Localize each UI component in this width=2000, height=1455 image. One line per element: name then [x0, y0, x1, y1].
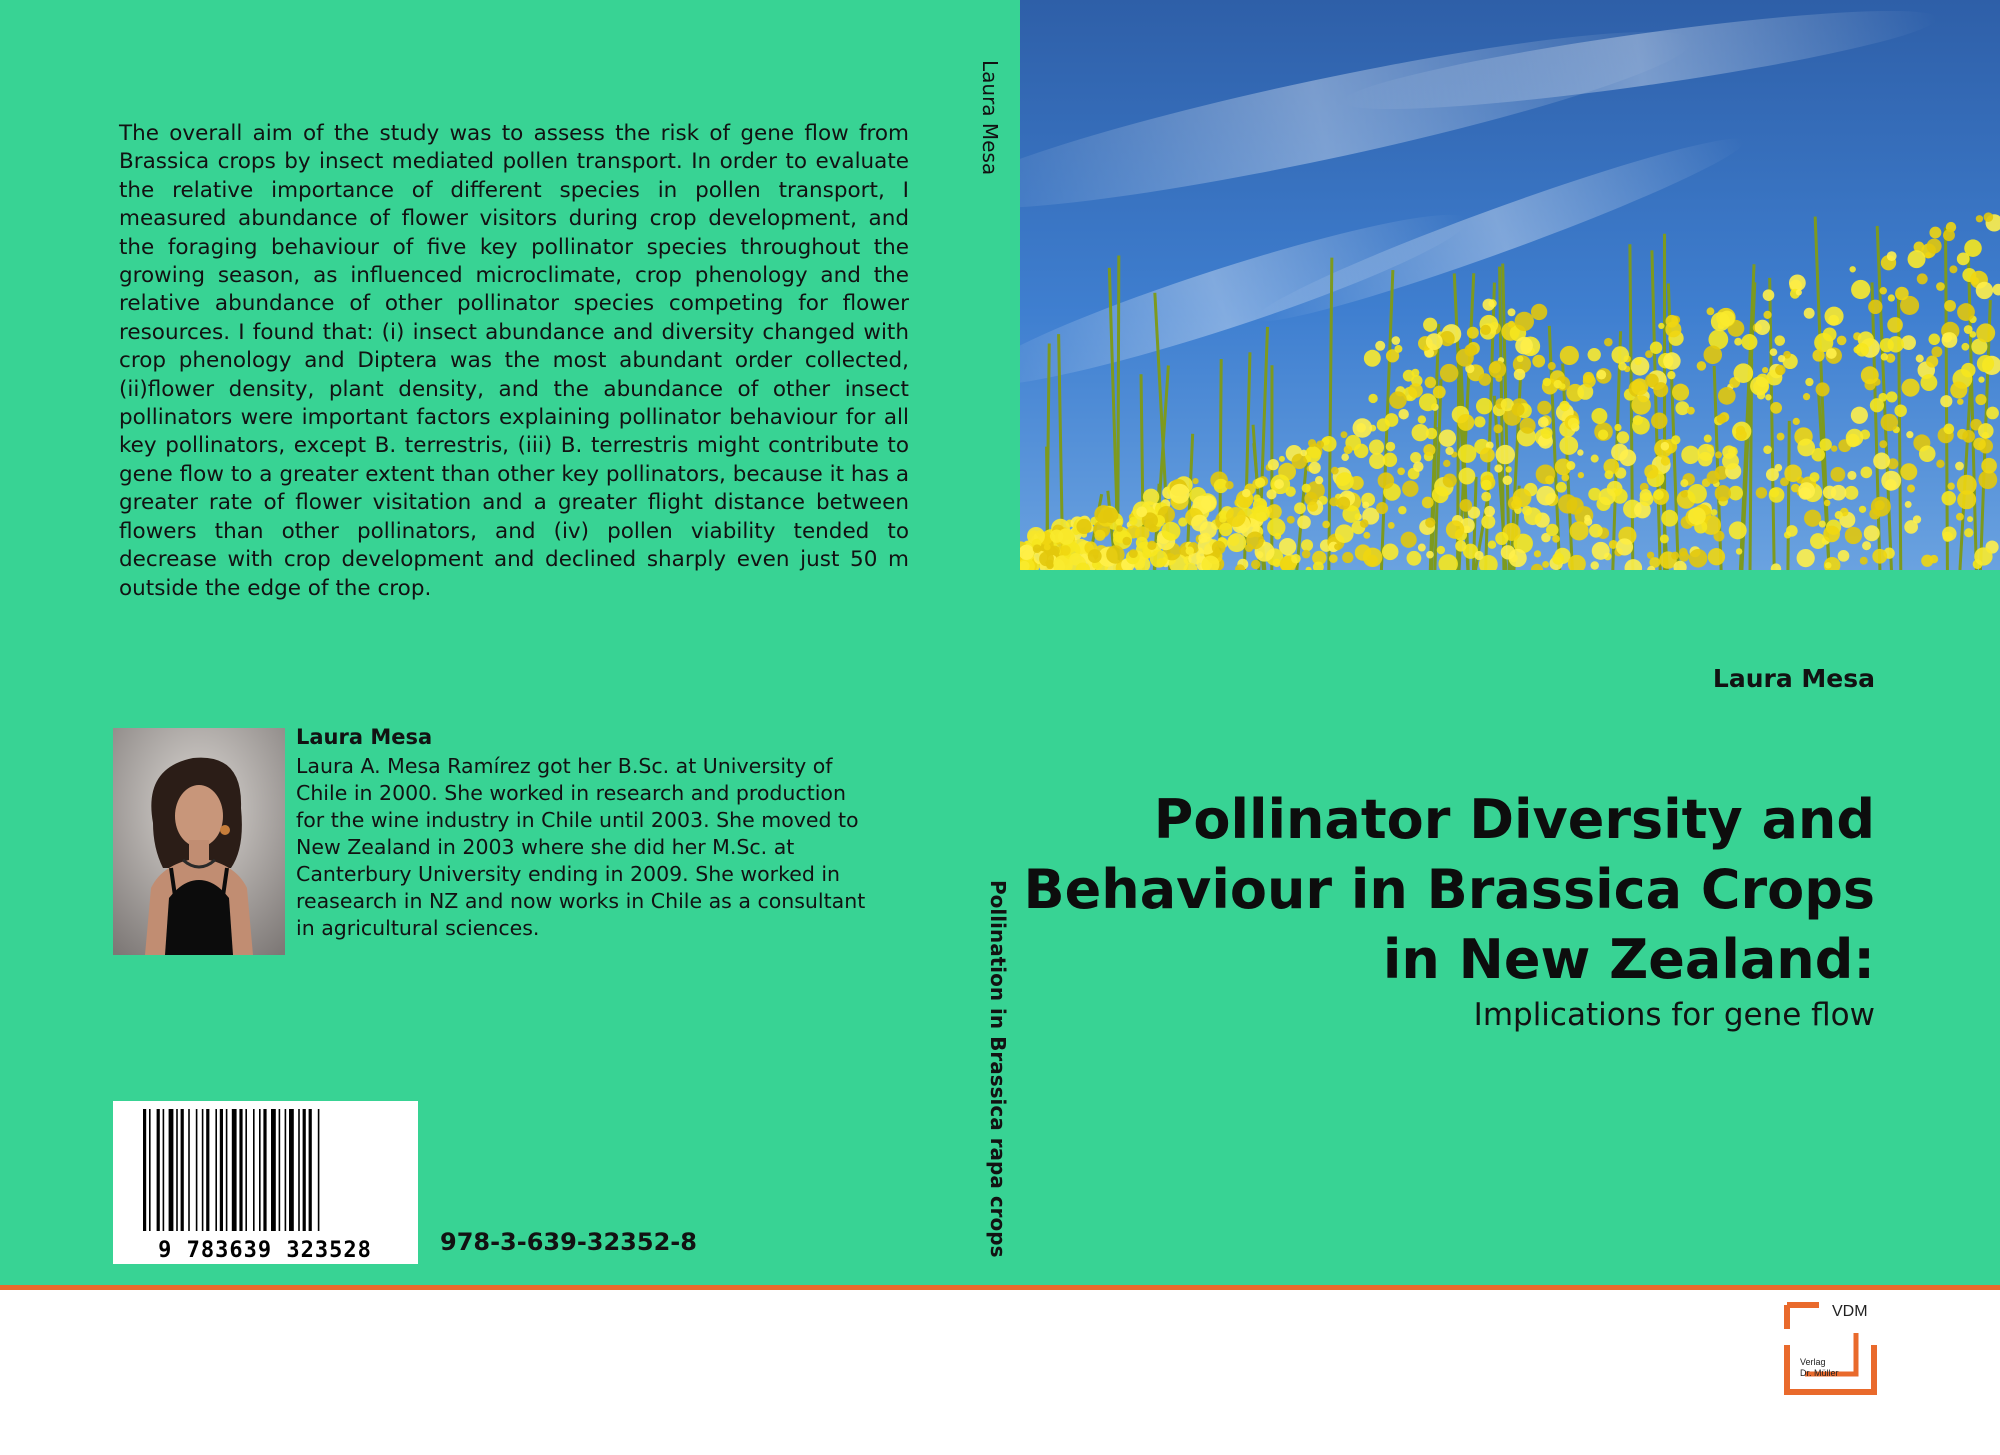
publisher-sub-line-2: Dr. Müller: [1800, 1368, 1839, 1378]
bio-text: Laura A. Mesa Ramírez got her B.Sc. at University of Chile in 2000. She worked in research and production for the wine industry in Chile until 2003. She moved to New Zealand in 2003 where she did her M.Sc. at Canterbury University ending in 2009. She worked in reasearch in NZ and now works in Chile as a consultant in agricultural sciences.: [296, 754, 866, 940]
barcode-bar: [259, 1109, 261, 1231]
barcode-bar: [303, 1109, 306, 1231]
barcode-bar: [202, 1109, 204, 1231]
orange-divider: [0, 1285, 2000, 1290]
barcode-bar: [226, 1109, 228, 1231]
front-title-line-1: Pollinator Diversity and: [1153, 788, 1875, 851]
barcode-bar: [239, 1109, 242, 1231]
barcode: [113, 1101, 418, 1264]
barcode-bar: [318, 1109, 320, 1231]
barcode-bar: [196, 1109, 198, 1231]
publisher-sub-line-1: Verlag: [1800, 1357, 1826, 1367]
front-title: [975, 785, 1875, 995]
barcode-bar: [157, 1109, 160, 1231]
author-photo: [113, 728, 285, 955]
barcode-bar: [143, 1109, 146, 1231]
barcode-bar: [285, 1109, 287, 1231]
barcode-bar: [289, 1109, 294, 1231]
publisher-subtext: [1800, 1357, 1860, 1379]
back-cover-blurb: The overall aim of the study was to assess the risk of gene flow from Brassica crops by insect mediated pollen transport. In order to evaluate the relative importance of different species in pollen transport, I measured abundance of flower visitors during crop development, and the foraging behaviour of five key pollinator species throughout the growing season, as influenced microclimate, crop phenology and the relative abundance of other pollinator species competing for flower resources. I found that: (i) insect abundance and diversity changed with crop phenology and Diptera was the most abundant order collected, (ii)flower density, plant density, and the abundance of other insect pollinators were important factors explaining pollinator behaviour for all key pollinators, except B. terrestris, (iii) B. terrestris might contribute to gene flow to a greater extent than other key pollinators, because it has a greater rate of flower visitation and a greater flight distance between flowers than other pollinators, and (iv) pollen viability tended to decrease with crop development and declined sharply even just 50 m outside the edge of the crop.: [119, 121, 909, 601]
barcode-digits: 9 783639 323528: [158, 1238, 372, 1263]
bio-author-name: Laura Mesa: [296, 725, 433, 749]
spine-author: Laura Mesa: [978, 60, 1002, 176]
front-author: Laura Mesa: [1712, 664, 1875, 693]
publisher-name: VDM: [1832, 1303, 1868, 1320]
barcode-bar: [176, 1109, 178, 1231]
isbn-number: 978-3-639-32352-8: [440, 1228, 697, 1256]
barcode-bar: [271, 1109, 276, 1231]
barcode-bar: [163, 1109, 165, 1231]
barcode-bar: [169, 1109, 174, 1231]
barcode-bar: [206, 1109, 209, 1231]
barcode-bar: [309, 1109, 312, 1231]
barcode-bar: [263, 1109, 266, 1231]
barcode-bar: [149, 1109, 151, 1231]
barcode-bar: [298, 1109, 300, 1231]
barcode-bar: [253, 1109, 255, 1231]
front-title-line-2: Behaviour in Brassica Crops: [1023, 858, 1875, 921]
canola-field-photo: [1020, 0, 2000, 570]
barcode-bar: [181, 1109, 184, 1231]
spine-title: Pollination in Brassica rapa crops: [986, 880, 1010, 1258]
barcode-bar: [220, 1109, 223, 1231]
front-subtitle: Implications for gene flow: [1473, 997, 1875, 1033]
barcode-bar: [232, 1109, 237, 1231]
barcode-bar: [188, 1109, 190, 1231]
barcode-bar: [245, 1109, 247, 1231]
front-title-line-3: in New Zealand:: [1382, 928, 1875, 991]
barcode-bar: [279, 1109, 281, 1231]
barcode-bar: [215, 1109, 217, 1231]
